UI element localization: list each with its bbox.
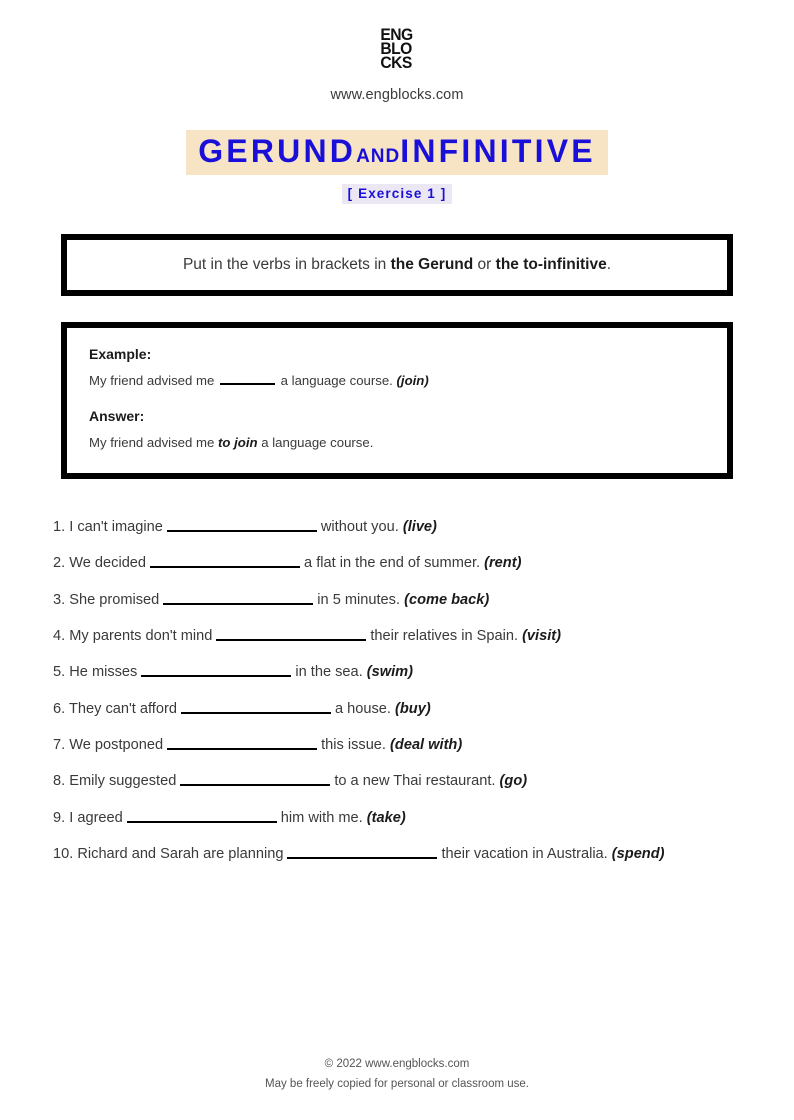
item-text-before: We postponed: [69, 737, 164, 754]
answer-blank[interactable]: [181, 702, 331, 714]
page-title: [186, 130, 608, 175]
instruction-before: Put in the verbs in brackets in: [182, 255, 391, 273]
item-number: 4.: [53, 627, 66, 644]
item-text-after: in 5 minutes.: [317, 591, 401, 608]
item-text-after: a house.: [334, 700, 391, 717]
item-number: 3.: [53, 591, 66, 608]
item-cue: (visit): [522, 627, 561, 644]
item-number: 8.: [53, 773, 66, 790]
item-text-before: I agreed: [69, 809, 123, 826]
footer-note: May be freely copied for personal or classroom use.: [265, 1078, 529, 1090]
item-text-after: without you.: [320, 518, 399, 535]
page-title-wrap: [0, 130, 794, 175]
item-cue: (rent): [484, 555, 522, 572]
exercise-item: [53, 590, 733, 612]
instruction-bold-gerund: the Gerund: [390, 255, 474, 273]
exercise-item: [53, 626, 733, 648]
instruction-text: [183, 256, 611, 274]
answer-sentence-before: My friend advised me: [89, 435, 218, 451]
item-cue: (take): [366, 809, 406, 826]
instruction-box: [61, 234, 733, 296]
exercise-item: [53, 662, 733, 684]
title-part-1: GERUND: [198, 132, 357, 169]
answer-label: Answer:: [89, 408, 145, 425]
item-text-before: Richard and Sarah are planning: [77, 846, 284, 863]
item-number: 10.: [53, 846, 74, 863]
logo-line-2: BLO: [380, 38, 413, 58]
item-text-before: They can't afford: [68, 700, 177, 717]
answer-blank[interactable]: [127, 811, 277, 823]
exercise-item: [53, 735, 733, 757]
item-text-after: a flat in the end of summer.: [304, 555, 481, 572]
item-text-before: My parents don't mind: [69, 627, 213, 644]
answer-blank[interactable]: [287, 847, 437, 859]
exercise-list: [0, 517, 794, 866]
example-sentence-after: a language course.: [277, 372, 397, 388]
item-cue: (live): [402, 518, 437, 535]
title-part-2: INFINITIVE: [400, 132, 596, 169]
instruction-after: .: [606, 255, 612, 273]
item-number: 2.: [53, 555, 66, 572]
answer-blank[interactable]: [167, 738, 317, 750]
item-text-before: I can't imagine: [69, 518, 163, 535]
title-conjunction: AND: [356, 145, 401, 167]
example-blank: [220, 374, 275, 385]
item-text-before: He misses: [69, 664, 138, 681]
item-text-before: She promised: [69, 591, 160, 608]
example-sentence: [89, 372, 705, 390]
item-number: 6.: [53, 700, 66, 717]
answer-blank[interactable]: [167, 520, 317, 532]
engblocks-logo: [380, 25, 414, 72]
answer-sentence-after: a language course.: [257, 435, 374, 451]
answer-blank[interactable]: [150, 556, 300, 568]
instruction-bold-infinitive: the to-infinitive: [495, 255, 607, 273]
item-text-after: him with me.: [280, 809, 363, 826]
item-cue: (deal with): [390, 737, 463, 754]
answer-sentence: [89, 434, 705, 452]
example-sentence-before: My friend advised me: [89, 372, 218, 388]
answer-solution: to join: [218, 435, 258, 451]
instruction-middle: or: [473, 255, 496, 273]
exercise-item: [53, 771, 733, 793]
answer-blank[interactable]: [141, 665, 291, 677]
item-text-after: their vacation in Australia.: [441, 846, 608, 863]
answer-blank[interactable]: [163, 593, 313, 605]
item-number: 9.: [53, 809, 66, 826]
footer-copyright: © 2022 www.engblocks.com: [324, 1058, 470, 1070]
item-text-after: their relatives in Spain.: [370, 627, 518, 644]
item-text-after: in the sea.: [295, 664, 363, 681]
example-cue: (join): [396, 372, 429, 388]
item-text-after: this issue.: [321, 737, 386, 754]
exercise-item: [53, 553, 733, 575]
item-number: 5.: [53, 664, 66, 681]
item-text-before: We decided: [69, 555, 147, 572]
logo-line-3: CKS: [380, 52, 413, 72]
page-subtitle: [ Exercise 1 ]: [342, 184, 453, 204]
item-cue: (spend): [611, 846, 665, 863]
exercise-item: [53, 844, 733, 866]
exercise-item: [53, 699, 733, 721]
answer-blank[interactable]: [216, 629, 366, 641]
item-text-before: Emily suggested: [69, 773, 177, 790]
page-header: [0, 0, 794, 103]
example-box: [61, 322, 733, 479]
site-url: www.engblocks.com: [330, 86, 464, 103]
item-cue: (come back): [404, 591, 490, 608]
answer-blank[interactable]: [180, 774, 330, 786]
page-subtitle-wrap: [0, 184, 794, 204]
exercise-item: [53, 808, 733, 830]
item-cue: (go): [499, 773, 528, 790]
page-footer: [0, 1058, 794, 1090]
example-label: Example:: [89, 345, 152, 362]
item-number: 1.: [53, 518, 66, 535]
item-cue: (buy): [395, 700, 431, 717]
exercise-item: [53, 517, 733, 539]
item-text-after: to a new Thai restaurant.: [334, 773, 496, 790]
logo-line-1: ENG: [380, 25, 414, 44]
item-number: 7.: [53, 737, 66, 754]
item-cue: (swim): [366, 664, 413, 681]
